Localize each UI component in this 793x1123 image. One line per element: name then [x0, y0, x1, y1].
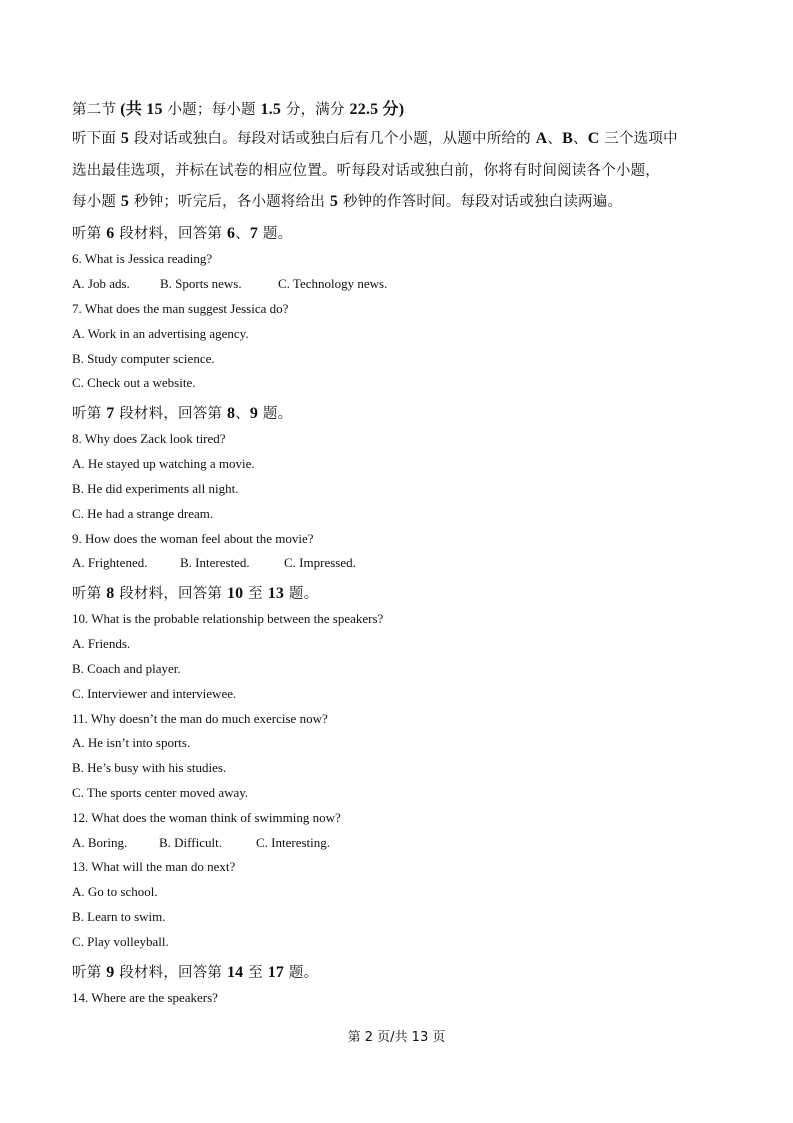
group-text: 段材料，回答第 [114, 965, 227, 981]
question-10-option-c[interactable]: C. Interviewer and interviewee. [72, 686, 237, 701]
group-number: 9 [106, 964, 115, 981]
group-range-end: 17 [267, 964, 285, 981]
question-9-options [72, 555, 356, 571]
group-text: 题。 [284, 586, 319, 602]
instr-letter-a: A [535, 130, 548, 147]
group-header-8 [72, 582, 318, 603]
question-11-option-a[interactable]: A. He isn’t into sports. [72, 735, 191, 750]
instr-number: 5 [120, 193, 130, 210]
group-text: 段材料，回答第 [114, 226, 227, 242]
question-8-option-c[interactable]: C. He had a strange dream. [72, 506, 214, 521]
instr-letter-b: B [562, 130, 573, 147]
question-9-option-a[interactable]: A. Frightened. [72, 555, 148, 570]
page-footer: 第 2 页/共 13 页 [347, 1030, 446, 1045]
group-text: 段材料，回答第 [114, 406, 227, 422]
question-11-option-c[interactable]: C. The sports center moved away. [72, 785, 249, 800]
section-question-count: 15 [146, 101, 163, 118]
group-number: 6 [106, 225, 115, 242]
question-6-option-a[interactable]: A. Job ads. [72, 276, 130, 291]
question-14-stem: 14. Where are the speakers? [72, 990, 218, 1005]
instruction-line-3 [72, 190, 622, 211]
group-text: 题。 [258, 226, 293, 242]
section-per-question-score: 1.5 [260, 101, 282, 118]
question-10-stem: 10. What is the probable relationship between the speakers? [72, 611, 384, 626]
group-range-start: 10 [226, 585, 244, 602]
question-13-stem: 13. What will the man do next? [72, 859, 236, 874]
group-text: 听第 [72, 406, 107, 422]
question-13-option-a[interactable]: A. Go to school. [72, 884, 158, 899]
question-12-option-b[interactable]: B. Difficult. [159, 835, 222, 850]
group-text: 题。 [258, 406, 293, 422]
question-6-options [72, 276, 387, 292]
question-13-option-b[interactable]: B. Learn to swim. [72, 909, 166, 924]
group-header-7 [72, 402, 292, 423]
question-6-option-c[interactable]: C. Technology news. [278, 276, 388, 291]
section-title-paren: (共 [116, 101, 147, 118]
question-9-stem: 9. How does the woman feel about the movie? [72, 531, 314, 546]
instr-sep: 、 [547, 131, 563, 147]
question-7-option-a[interactable]: A. Work in an advertising agency. [72, 326, 249, 341]
question-8-option-a[interactable]: A. He stayed up watching a movie. [72, 456, 255, 471]
group-text: 听第 [72, 965, 107, 981]
section-title-mid: 小题；每小题 [162, 102, 261, 118]
instr-number: 5 [329, 193, 339, 210]
question-12-options [72, 835, 330, 851]
group-range-start: 6 [226, 225, 236, 242]
instr-text: 听下面 [72, 131, 121, 147]
group-text: 听第 [72, 586, 107, 602]
instr-text: 段对话或独白。每段对话或独白后有几个小题，从题中所给的 [129, 131, 536, 147]
question-6-option-b[interactable]: B. Sports news. [160, 276, 242, 291]
question-7-stem: 7. What does the man suggest Jessica do? [72, 301, 289, 316]
group-range-end: 13 [267, 585, 285, 602]
question-8-option-b[interactable]: B. He did experiments all night. [72, 481, 239, 496]
group-text: 题。 [284, 965, 319, 981]
instr-number: 5 [120, 130, 130, 147]
instr-text: 秒钟的作答时间。每段对话或独白读两遍。 [338, 194, 623, 210]
group-text: 段材料，回答第 [114, 586, 227, 602]
question-6-stem: 6. What is Jessica reading? [72, 251, 213, 266]
group-range-start: 14 [226, 964, 244, 981]
group-header-6 [72, 222, 292, 243]
instr-text: 秒钟；听完后，各小题将给出 [129, 194, 330, 210]
question-11-stem: 11. Why doesn’t the man do much exercise now? [72, 711, 328, 726]
question-7-option-b[interactable]: B. Study computer science. [72, 351, 215, 366]
question-13-option-c[interactable]: C. Play volleyball. [72, 934, 169, 949]
question-12-option-c[interactable]: C. Interesting. [256, 835, 331, 850]
question-10-option-a[interactable]: A. Friends. [72, 636, 131, 651]
question-7-option-c[interactable]: C. Check out a website. [72, 375, 196, 390]
section-title [72, 96, 404, 119]
group-text: 听第 [72, 226, 107, 242]
group-sep: 、 [235, 406, 250, 422]
group-range-start: 8 [226, 405, 236, 422]
group-sep: 至 [243, 586, 268, 602]
instr-text: 每小题 [72, 194, 121, 210]
question-12-stem: 12. What does the woman think of swimming now? [72, 810, 341, 825]
question-12-option-a[interactable]: A. Boring. [72, 835, 128, 850]
question-9-option-c[interactable]: C. Impressed. [284, 555, 356, 570]
instr-letter-c: C [587, 130, 600, 147]
question-10-option-b[interactable]: B. Coach and player. [72, 661, 181, 676]
group-number: 8 [106, 585, 115, 602]
question-11-option-b[interactable]: B. He’s busy with his studies. [72, 760, 227, 775]
instruction-line-1 [72, 127, 678, 148]
section-title-mid2: 分，满分 [281, 102, 350, 118]
instr-sep: 、 [573, 131, 588, 147]
section-title-end: 分) [378, 101, 405, 118]
group-header-9 [72, 961, 318, 982]
group-sep: 至 [243, 965, 268, 981]
group-sep: 、 [235, 226, 250, 242]
group-number: 7 [106, 405, 115, 422]
question-8-stem: 8. Why does Zack look tired? [72, 431, 226, 446]
group-range-end: 9 [249, 405, 259, 422]
section-total-score: 22.5 [349, 101, 379, 118]
instr-text: 三个选项中 [599, 131, 678, 147]
instr-text: 选出最佳选项，并标在试卷的相应位置。听每段对话或独白前，你将有时间阅读各个小题， [72, 163, 660, 179]
section-title-label: 第二节 [72, 102, 117, 118]
group-range-end: 7 [249, 225, 259, 242]
question-9-option-b[interactable]: B. Interested. [180, 555, 250, 570]
instruction-line-2 [72, 159, 660, 180]
